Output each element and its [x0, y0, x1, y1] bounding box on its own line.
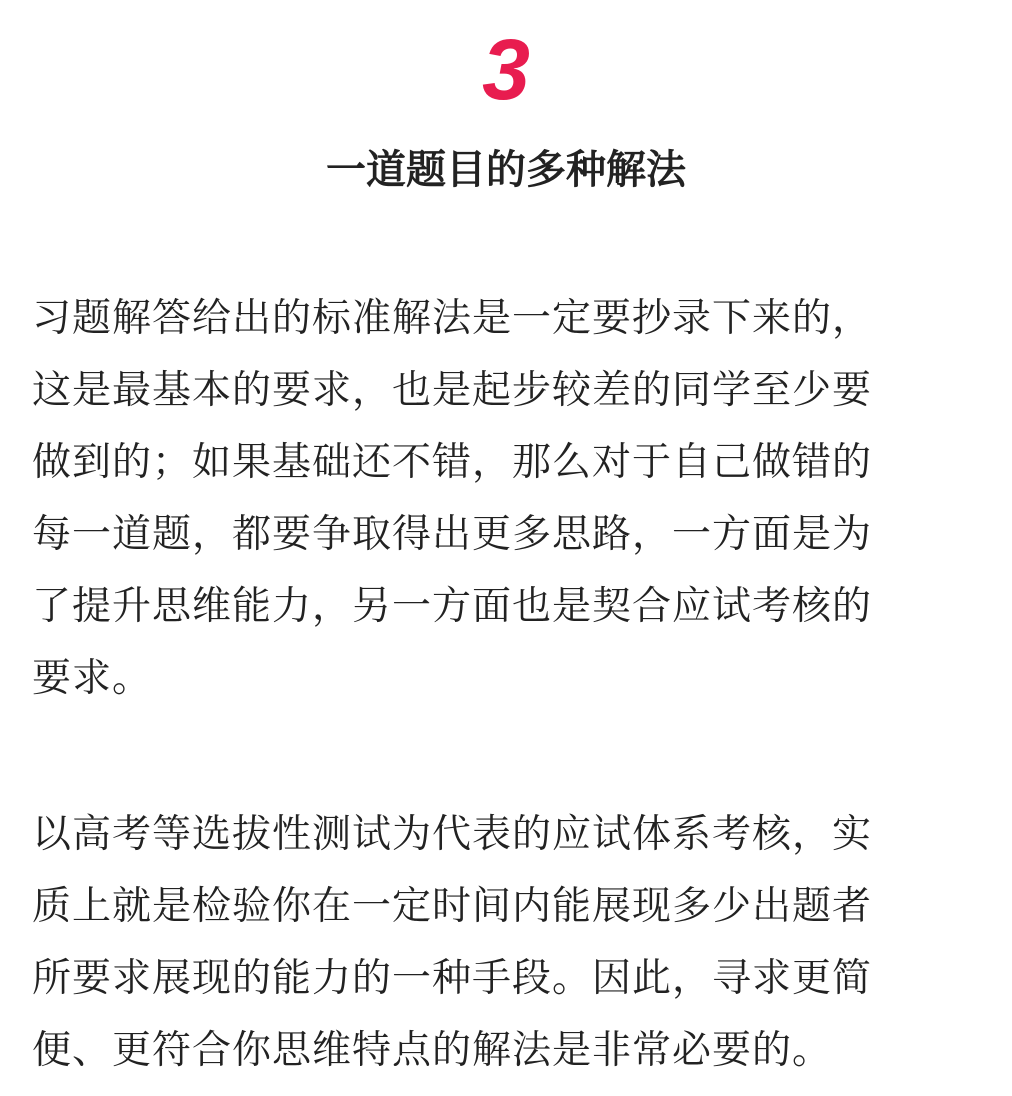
paragraph-line: 了提升思维能力，另一方面也是契合应试考核的 — [32, 584, 873, 629]
paragraph-line: 习题解答给出的标准解法是一定要抄录下来的， — [32, 296, 873, 341]
paragraph-line: 要求。 — [32, 656, 153, 701]
paragraph-line: 以高考等选拔性测试为代表的应试体系考核，实 — [32, 812, 873, 857]
section-number: 3 — [482, 22, 530, 118]
paragraph-line: 这是最基本的要求，也是起步较差的同学至少要 — [32, 368, 873, 413]
paragraph-line: 质上就是检验你在一定时间内能展现多少出题者 — [32, 884, 873, 929]
paragraph-1 — [32, 283, 982, 715]
paragraph-line: 便、更符合你思维特点的解法是非常必要的。 — [32, 1028, 833, 1073]
paragraph-line: 所要求展现的能力的一种手段。因此，寻求更简 — [32, 956, 873, 1001]
section-title: 一道题目的多种解法 — [326, 147, 686, 193]
paragraph-line: 做到的；如果基础还不错，那么对于自己做错的 — [32, 440, 873, 485]
paragraph-line: 每一道题，都要争取得出更多思路，一方面是为 — [32, 512, 873, 557]
paragraph-2 — [32, 799, 982, 1087]
